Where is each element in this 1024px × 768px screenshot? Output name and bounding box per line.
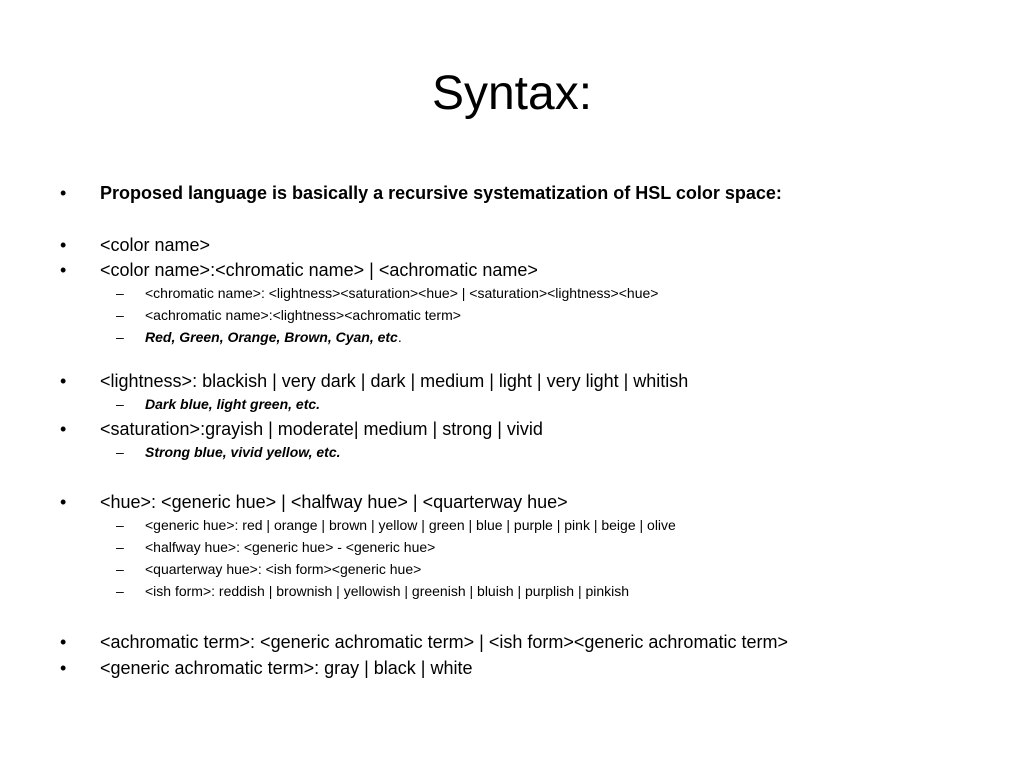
bullet-dot: •: [60, 371, 67, 391]
bullet-dot: •: [60, 235, 67, 255]
dash-marker: –: [116, 285, 124, 301]
lightness-examples-text: Dark blue, light green, etc.: [145, 396, 321, 412]
color-examples-period: .: [397, 329, 402, 345]
color-examples-line: [145, 328, 402, 346]
dash-marker: –: [116, 517, 124, 533]
color-name-text: <color name>: [100, 235, 211, 255]
bullet-dot: •: [60, 632, 67, 652]
quarterway-hue-text: <quarterway hue>: <ish form><generic hue>: [145, 561, 422, 577]
dash-marker: –: [116, 539, 124, 555]
lightness-text: <lightness>: blackish | very dark | dark | medium | light | very light | whitish: [100, 371, 689, 391]
dash-marker: –: [116, 307, 124, 323]
bullet-dot: •: [60, 183, 67, 203]
color-examples-text: Red, Green, Orange, Brown, Cyan, etc: [145, 329, 398, 345]
saturation-examples-text: Strong blue, vivid yellow, etc.: [145, 444, 341, 460]
generic-achromatic-text: <generic achromatic term>: gray | black | white: [100, 658, 473, 678]
achromatic-name-text: <achromatic name>:<lightness><achromatic term>: [145, 307, 461, 323]
color-name-def-text: <color name>:<chromatic name> | <achromatic name>: [100, 260, 538, 280]
bullet-dot: •: [60, 658, 67, 678]
intro-text: Proposed language is basically a recursive systematization of HSL color space:: [100, 183, 782, 203]
halfway-hue-text: <halfway hue>: <generic hue> - <generic hue>: [145, 539, 436, 555]
dash-marker: –: [116, 561, 124, 577]
slide-title: Syntax:: [431, 67, 593, 120]
ish-form-text: <ish form>: reddish | brownish | yellowish | greenish | bluish | purplish | pinkish: [145, 583, 630, 599]
dash-marker: –: [116, 583, 124, 599]
chromatic-name-text: <chromatic name>: <lightness><saturation><hue> | <saturation><lightness><hue>: [145, 285, 659, 301]
dash-marker: –: [116, 329, 124, 345]
hue-text: <hue>: <generic hue> | <halfway hue> | <quarterway hue>: [100, 492, 568, 512]
dash-marker: –: [116, 444, 124, 460]
saturation-text: <saturation>:grayish | moderate| medium | strong | vivid: [100, 419, 543, 439]
dash-marker: –: [116, 396, 124, 412]
bullet-dot: •: [60, 492, 67, 512]
generic-hue-text: <generic hue>: red | orange | brown | yellow | green | blue | purple | pink | beige | olive: [145, 517, 676, 533]
achromatic-term-text: <achromatic term>: <generic achromatic term> | <ish form><generic achromatic term>: [100, 632, 788, 652]
bullet-dot: •: [60, 260, 67, 280]
bullet-dot: •: [60, 419, 67, 439]
